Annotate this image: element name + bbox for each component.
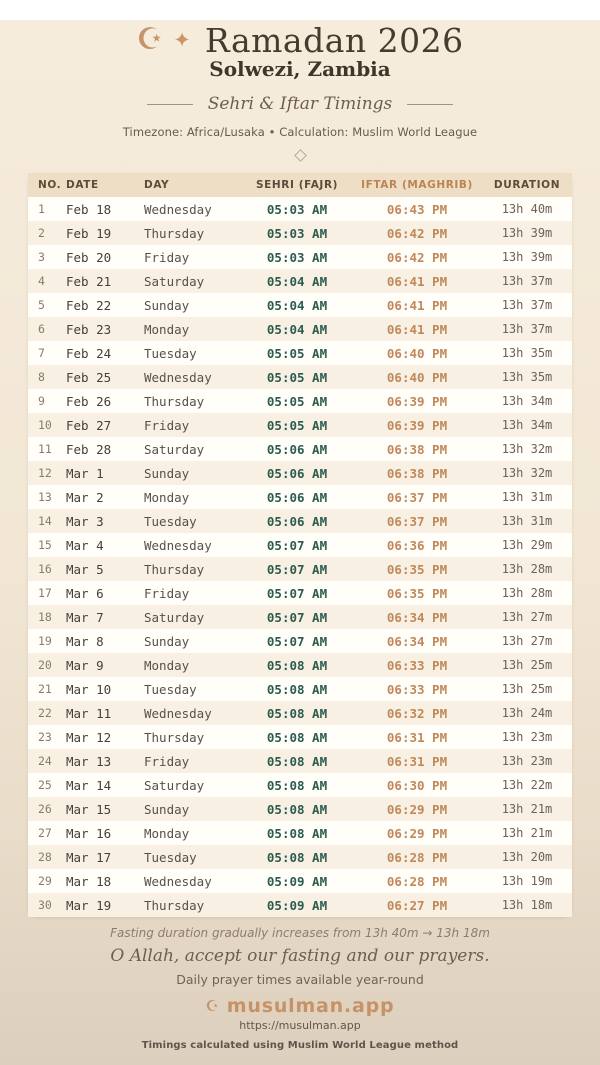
cell-date: Mar 7 xyxy=(66,609,104,625)
cell-no: 27 xyxy=(38,826,52,840)
cell-duration: 13h 32m xyxy=(501,466,553,480)
cell-duration: 13h 28m xyxy=(501,562,553,576)
cell-day: Tuesday xyxy=(144,681,197,697)
column-header-iftar: IFTAR (MAGHRIB) xyxy=(352,173,482,197)
cell-iftar: 06:33 PM xyxy=(386,681,448,697)
timings-table-card xyxy=(28,173,572,917)
cell-iftar: 06:29 PM xyxy=(386,825,448,841)
cell-no: 17 xyxy=(38,586,52,600)
availability-note: Daily prayer times available year-round xyxy=(176,972,424,987)
cell-iftar: 06:39 PM xyxy=(386,393,448,409)
cell-sehri: 05:07 AM xyxy=(266,609,328,625)
brand-name: musulman.app xyxy=(226,995,395,1017)
cell-duration: 13h 25m xyxy=(501,682,553,696)
cell-duration: 13h 37m xyxy=(501,322,553,336)
cell-sehri: 05:05 AM xyxy=(266,369,328,385)
timings-subtitle: Sehri & Iftar Timings xyxy=(207,94,393,114)
timings-table xyxy=(28,173,572,917)
cell-date: Mar 4 xyxy=(66,537,104,553)
cell-duration: 13h 20m xyxy=(501,850,553,864)
cell-sehri: 05:07 AM xyxy=(266,633,328,649)
table-row xyxy=(28,365,572,389)
table-row xyxy=(28,269,572,293)
table-row xyxy=(28,677,572,701)
cell-sehri: 05:05 AM xyxy=(266,417,328,433)
cell-iftar: 06:27 PM xyxy=(386,897,448,913)
cell-no: 3 xyxy=(38,250,45,264)
cell-duration: 13h 25m xyxy=(501,658,553,672)
cell-day: Friday xyxy=(144,249,190,265)
cell-sehri: 05:08 AM xyxy=(266,801,328,817)
cell-iftar: 06:33 PM xyxy=(386,657,448,673)
cell-duration: 13h 22m xyxy=(501,778,553,792)
cell-duration: 13h 24m xyxy=(501,706,553,720)
cell-iftar: 06:35 PM xyxy=(386,561,448,577)
cell-sehri: 05:06 AM xyxy=(266,465,328,481)
header xyxy=(0,20,600,160)
footer xyxy=(0,926,600,1051)
cell-no: 8 xyxy=(38,370,45,384)
cell-duration: 13h 32m xyxy=(501,442,553,456)
cell-iftar: 06:34 PM xyxy=(386,609,448,625)
cell-duration: 13h 23m xyxy=(501,730,553,744)
duration-trend-note: Fasting duration gradually increases from 13h 40m → 13h 18m xyxy=(110,926,490,940)
subtitle-divider-row xyxy=(0,94,600,114)
cell-no: 2 xyxy=(38,226,45,240)
cell-duration: 13h 37m xyxy=(501,274,553,288)
cell-date: Mar 14 xyxy=(66,777,112,793)
cell-duration: 13h 34m xyxy=(501,394,553,408)
cell-no: 26 xyxy=(38,802,52,816)
cell-iftar: 06:38 PM xyxy=(386,441,448,457)
cell-no: 4 xyxy=(38,274,45,288)
cell-sehri: 05:05 AM xyxy=(266,345,328,361)
cell-duration: 13h 28m xyxy=(501,586,553,600)
table-row xyxy=(28,509,572,533)
cell-no: 14 xyxy=(38,514,52,528)
cell-no: 6 xyxy=(38,322,45,336)
cell-iftar: 06:38 PM xyxy=(386,465,448,481)
cell-day: Monday xyxy=(144,489,190,505)
title-row xyxy=(0,20,600,60)
table-row xyxy=(28,749,572,773)
cell-date: Feb 18 xyxy=(66,201,112,217)
cell-no: 19 xyxy=(38,634,52,648)
cell-day: Saturday xyxy=(144,777,205,793)
cell-iftar: 06:28 PM xyxy=(386,873,448,889)
table-row xyxy=(28,197,572,221)
cell-duration: 13h 21m xyxy=(501,802,553,816)
cell-sehri: 05:09 AM xyxy=(266,897,328,913)
cell-iftar: 06:41 PM xyxy=(386,273,448,289)
table-row xyxy=(28,605,572,629)
cell-iftar: 06:30 PM xyxy=(386,777,448,793)
cell-day: Sunday xyxy=(144,465,190,481)
cell-iftar: 06:40 PM xyxy=(386,345,448,361)
brand-crescent-icon: ☪ xyxy=(205,997,220,1015)
table-row xyxy=(28,533,572,557)
cell-no: 24 xyxy=(38,754,52,768)
cell-no: 5 xyxy=(38,298,45,312)
table-row xyxy=(28,317,572,341)
cell-no: 1 xyxy=(38,202,45,216)
cell-date: Feb 26 xyxy=(66,393,112,409)
cell-sehri: 05:06 AM xyxy=(266,489,328,505)
table-row xyxy=(28,845,572,869)
cell-sehri: 05:07 AM xyxy=(266,561,328,577)
table-row xyxy=(28,557,572,581)
cell-day: Wednesday xyxy=(144,369,212,385)
sparkle-star-icon: ✦ xyxy=(173,27,191,52)
cell-sehri: 05:06 AM xyxy=(266,513,328,529)
cell-date: Mar 5 xyxy=(66,561,104,577)
divider-line-left xyxy=(147,104,193,105)
table-row xyxy=(28,773,572,797)
table-row xyxy=(28,701,572,725)
location-subtitle: Solwezi, Zambia xyxy=(209,57,391,81)
cell-iftar: 06:31 PM xyxy=(386,753,448,769)
cell-no: 29 xyxy=(38,874,52,888)
table-row xyxy=(28,293,572,317)
cell-sehri: 05:06 AM xyxy=(266,441,328,457)
cell-no: 13 xyxy=(38,490,52,504)
dua-text: O Allah, accept our fasting and our prayers. xyxy=(110,946,490,966)
cell-iftar: 06:36 PM xyxy=(386,537,448,553)
cell-iftar: 06:39 PM xyxy=(386,417,448,433)
table-row xyxy=(28,797,572,821)
cell-duration: 13h 18m xyxy=(501,898,553,912)
calculation-method-note: Timings calculated using Muslim World League method xyxy=(141,1040,459,1051)
diamond-ornament-icon xyxy=(294,149,307,162)
cell-iftar: 06:35 PM xyxy=(386,585,448,601)
cell-no: 30 xyxy=(38,898,52,912)
cell-no: 10 xyxy=(38,418,52,432)
cell-date: Feb 24 xyxy=(66,345,112,361)
column-header-date: DATE xyxy=(64,173,142,197)
table-row xyxy=(28,341,572,365)
cell-no: 28 xyxy=(38,850,52,864)
table-row xyxy=(28,389,572,413)
cell-iftar: 06:41 PM xyxy=(386,297,448,313)
cell-no: 16 xyxy=(38,562,52,576)
cell-day: Monday xyxy=(144,825,190,841)
cell-date: Feb 19 xyxy=(66,225,112,241)
cell-duration: 13h 19m xyxy=(501,874,553,888)
cell-duration: 13h 34m xyxy=(501,418,553,432)
column-header-no: NO. xyxy=(28,173,64,197)
cell-iftar: 06:43 PM xyxy=(386,201,448,217)
timings-table-body xyxy=(28,197,572,917)
cell-day: Tuesday xyxy=(144,345,197,361)
crescent-moon-icon: ☪ xyxy=(136,22,164,57)
cell-no: 15 xyxy=(38,538,52,552)
cell-no: 22 xyxy=(38,706,52,720)
cell-sehri: 05:08 AM xyxy=(266,777,328,793)
cell-iftar: 06:32 PM xyxy=(386,705,448,721)
cell-date: Mar 2 xyxy=(66,489,104,505)
cell-no: 18 xyxy=(38,610,52,624)
cell-duration: 13h 39m xyxy=(501,250,553,264)
table-row xyxy=(28,629,572,653)
cell-sehri: 05:08 AM xyxy=(266,729,328,745)
cell-date: Mar 13 xyxy=(66,753,112,769)
cell-day: Monday xyxy=(144,321,190,337)
cell-day: Wednesday xyxy=(144,201,212,217)
cell-date: Mar 1 xyxy=(66,465,104,481)
cell-no: 21 xyxy=(38,682,52,696)
column-header-sehri: SEHRI (FAJR) xyxy=(242,173,352,197)
cell-duration: 13h 37m xyxy=(501,298,553,312)
cell-day: Friday xyxy=(144,585,190,601)
cell-date: Mar 15 xyxy=(66,801,112,817)
cell-date: Mar 8 xyxy=(66,633,104,649)
cell-day: Thursday xyxy=(144,561,205,577)
table-row xyxy=(28,485,572,509)
table-row xyxy=(28,413,572,437)
cell-date: Mar 12 xyxy=(66,729,112,745)
cell-sehri: 05:07 AM xyxy=(266,537,328,553)
table-row xyxy=(28,461,572,485)
cell-date: Feb 25 xyxy=(66,369,112,385)
cell-sehri: 05:08 AM xyxy=(266,825,328,841)
cell-no: 23 xyxy=(38,730,52,744)
cell-date: Feb 22 xyxy=(66,297,112,313)
cell-duration: 13h 31m xyxy=(501,514,553,528)
cell-date: Feb 23 xyxy=(66,321,112,337)
cell-date: Mar 11 xyxy=(66,705,112,721)
cell-day: Wednesday xyxy=(144,537,212,553)
cell-day: Thursday xyxy=(144,225,205,241)
cell-no: 12 xyxy=(38,466,52,480)
cell-day: Tuesday xyxy=(144,849,197,865)
cell-iftar: 06:34 PM xyxy=(386,633,448,649)
cell-date: Mar 6 xyxy=(66,585,104,601)
cell-sehri: 05:03 AM xyxy=(266,225,328,241)
cell-day: Wednesday xyxy=(144,705,212,721)
cell-iftar: 06:40 PM xyxy=(386,369,448,385)
cell-day: Sunday xyxy=(144,297,190,313)
cell-sehri: 05:04 AM xyxy=(266,297,328,313)
cell-iftar: 06:41 PM xyxy=(386,321,448,337)
cell-sehri: 05:03 AM xyxy=(266,201,328,217)
cell-iftar: 06:42 PM xyxy=(386,249,448,265)
cell-iftar: 06:37 PM xyxy=(386,489,448,505)
cell-date: Mar 10 xyxy=(66,681,112,697)
cell-sehri: 05:07 AM xyxy=(266,585,328,601)
table-row xyxy=(28,221,572,245)
table-row xyxy=(28,437,572,461)
cell-date: Feb 27 xyxy=(66,417,112,433)
table-row xyxy=(28,725,572,749)
cell-sehri: 05:04 AM xyxy=(266,321,328,337)
cell-duration: 13h 40m xyxy=(501,202,553,216)
cell-duration: 13h 27m xyxy=(501,634,553,648)
cell-date: Feb 20 xyxy=(66,249,112,265)
cell-iftar: 06:29 PM xyxy=(386,801,448,817)
cell-day: Sunday xyxy=(144,801,190,817)
table-row xyxy=(28,821,572,845)
cell-duration: 13h 27m xyxy=(501,610,553,624)
table-row xyxy=(28,869,572,893)
cell-no: 7 xyxy=(38,346,45,360)
cell-sehri: 05:05 AM xyxy=(266,393,328,409)
table-row xyxy=(28,653,572,677)
column-header-day: DAY xyxy=(142,173,242,197)
cell-duration: 13h 35m xyxy=(501,346,553,360)
cell-sehri: 05:09 AM xyxy=(266,873,328,889)
cell-iftar: 06:37 PM xyxy=(386,513,448,529)
timezone-calculation-meta: Timezone: Africa/Lusaka • Calculation: Muslim World League xyxy=(122,125,478,139)
cell-iftar: 06:42 PM xyxy=(386,225,448,241)
cell-sehri: 05:08 AM xyxy=(266,681,328,697)
column-header-duration: DURATION xyxy=(482,173,572,197)
cell-day: Monday xyxy=(144,657,190,673)
cell-sehri: 05:03 AM xyxy=(266,249,328,265)
brand-url[interactable]: https://musulman.app xyxy=(239,1019,361,1032)
cell-day: Thursday xyxy=(144,897,205,913)
divider-line-right xyxy=(407,104,453,105)
cell-date: Feb 21 xyxy=(66,273,112,289)
timetable-page xyxy=(0,20,600,1065)
cell-day: Saturday xyxy=(144,441,205,457)
cell-duration: 13h 35m xyxy=(501,370,553,384)
cell-date: Feb 28 xyxy=(66,441,112,457)
cell-date: Mar 17 xyxy=(66,849,112,865)
cell-duration: 13h 39m xyxy=(501,226,553,240)
cell-duration: 13h 29m xyxy=(501,538,553,552)
cell-duration: 13h 31m xyxy=(501,490,553,504)
cell-date: Mar 9 xyxy=(66,657,104,673)
table-row xyxy=(28,245,572,269)
cell-day: Thursday xyxy=(144,393,205,409)
cell-iftar: 06:28 PM xyxy=(386,849,448,865)
cell-day: Friday xyxy=(144,753,190,769)
cell-day: Sunday xyxy=(144,633,190,649)
page-title: Ramadan 2026 xyxy=(204,20,464,60)
table-header-row xyxy=(28,173,572,197)
cell-no: 20 xyxy=(38,658,52,672)
table-row xyxy=(28,893,572,917)
cell-sehri: 05:08 AM xyxy=(266,849,328,865)
cell-day: Saturday xyxy=(144,273,205,289)
table-row xyxy=(28,581,572,605)
cell-sehri: 05:08 AM xyxy=(266,705,328,721)
cell-no: 25 xyxy=(38,778,52,792)
cell-sehri: 05:08 AM xyxy=(266,753,328,769)
cell-no: 11 xyxy=(38,442,52,456)
cell-iftar: 06:31 PM xyxy=(386,729,448,745)
cell-day: Friday xyxy=(144,417,190,433)
cell-date: Mar 3 xyxy=(66,513,104,529)
cell-day: Saturday xyxy=(144,609,205,625)
cell-date: Mar 18 xyxy=(66,873,112,889)
cell-day: Thursday xyxy=(144,729,205,745)
cell-duration: 13h 21m xyxy=(501,826,553,840)
cell-day: Wednesday xyxy=(144,873,212,889)
cell-day: Tuesday xyxy=(144,513,197,529)
brand-link[interactable] xyxy=(0,995,600,1017)
cell-no: 9 xyxy=(38,394,45,408)
cell-date: Mar 19 xyxy=(66,897,112,913)
cell-sehri: 05:08 AM xyxy=(266,657,328,673)
cell-date: Mar 16 xyxy=(66,825,112,841)
cell-duration: 13h 23m xyxy=(501,754,553,768)
cell-sehri: 05:04 AM xyxy=(266,273,328,289)
